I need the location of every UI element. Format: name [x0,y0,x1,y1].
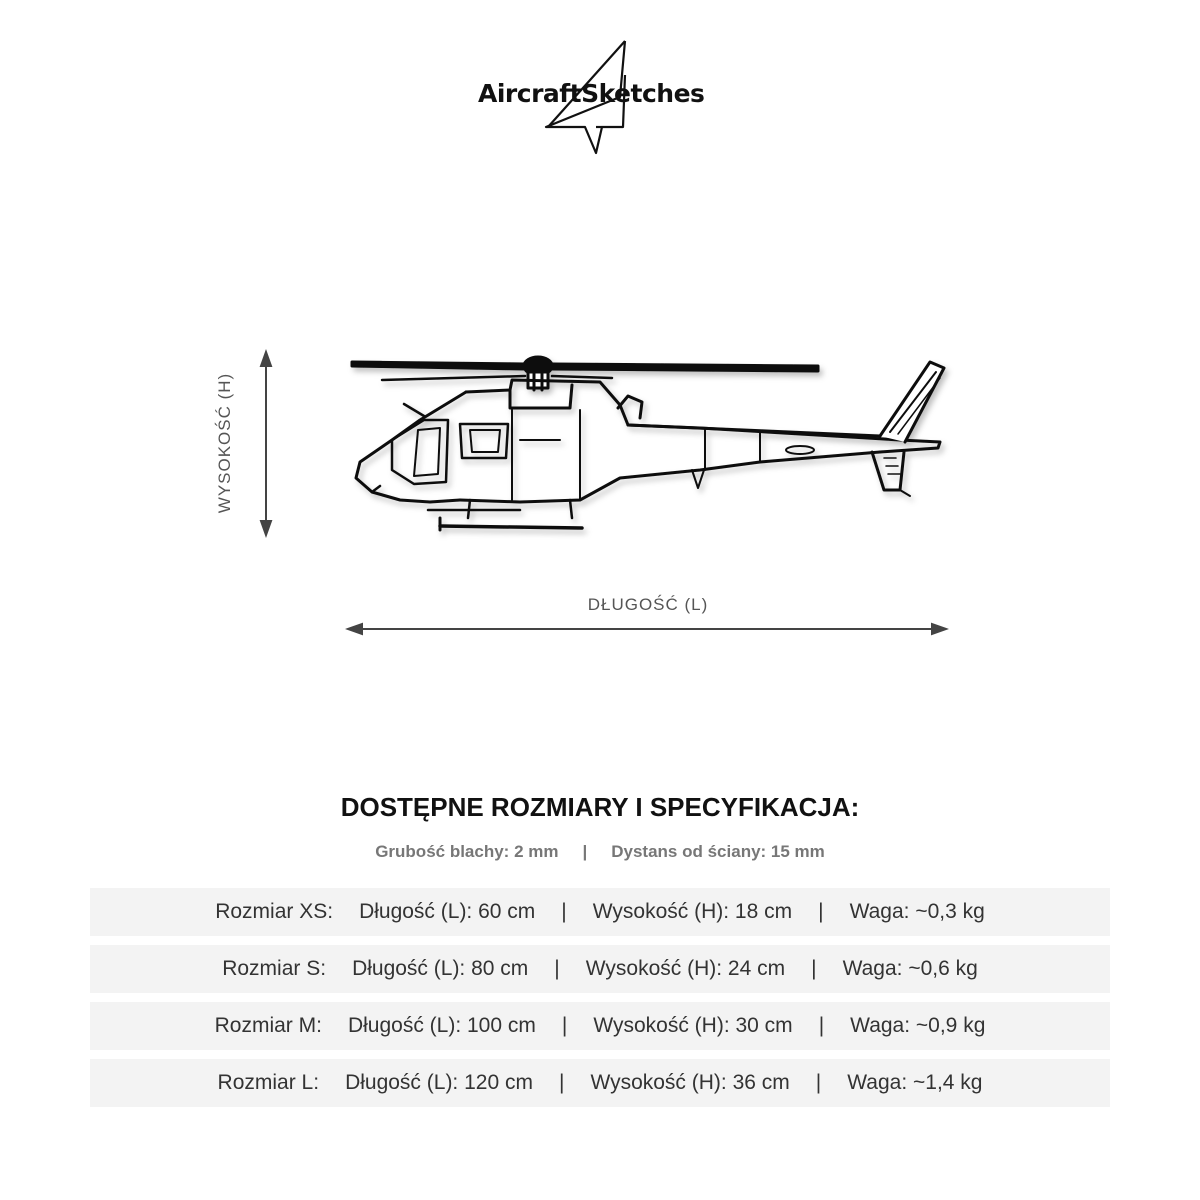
sheet-thickness: Grubość blachy: 2 mm [375,842,559,861]
height-arrow-icon [261,352,271,535]
size-row-xs [90,888,1110,936]
logo-text: AircraftSketches [478,79,705,108]
row-separator: | [818,900,824,923]
size-name: Rozmiar XS: [215,900,334,923]
size-row-m [90,1002,1110,1050]
size-weight: Waga: ~0,9 kg [850,1014,986,1037]
row-separator: | [818,1014,825,1037]
size-weight: Waga: ~1,4 kg [847,1071,983,1094]
size-height: Wysokość (H): 24 cm [585,957,786,980]
height-label: WYSOKOŚĆ (H) [215,372,234,514]
length-label: DŁUGOŚĆ (L) [587,595,709,614]
size-length: Długość (L): 100 cm [347,1014,536,1037]
size-row-l [90,1059,1110,1107]
size-weight: Waga: ~0,6 kg [842,957,978,980]
row-separator: | [811,957,817,980]
row-separator: | [561,900,567,923]
size-height: Wysokość (H): 30 cm [593,1014,793,1037]
size-name: Rozmiar S: [222,957,327,980]
size-row-s [90,945,1110,993]
page-title: DOSTĘPNE ROZMIARY I SPECYFIKACJA: [340,792,860,822]
size-height: Wysokość (H): 36 cm [590,1071,790,1094]
size-name: Rozmiar L: [217,1071,320,1094]
size-height: Wysokość (H): 18 cm [592,900,793,923]
specs-line [0,842,1200,862]
row-separator: | [558,1071,565,1094]
length-arrow-icon [348,624,946,634]
size-name: Rozmiar M: [214,1014,322,1037]
row-separator: | [554,957,560,980]
size-length: Długość (L): 60 cm [359,900,536,923]
helicopter-silhouette-icon [340,345,960,555]
size-weight: Waga: ~0,3 kg [849,900,985,923]
wall-distance: Dystans od ściany: 15 mm [611,842,825,861]
size-length: Długość (L): 120 cm [345,1071,533,1094]
size-length: Długość (L): 80 cm [352,957,529,980]
row-separator: | [815,1071,822,1094]
row-separator: | [561,1014,568,1037]
specs-separator: | [582,842,588,861]
